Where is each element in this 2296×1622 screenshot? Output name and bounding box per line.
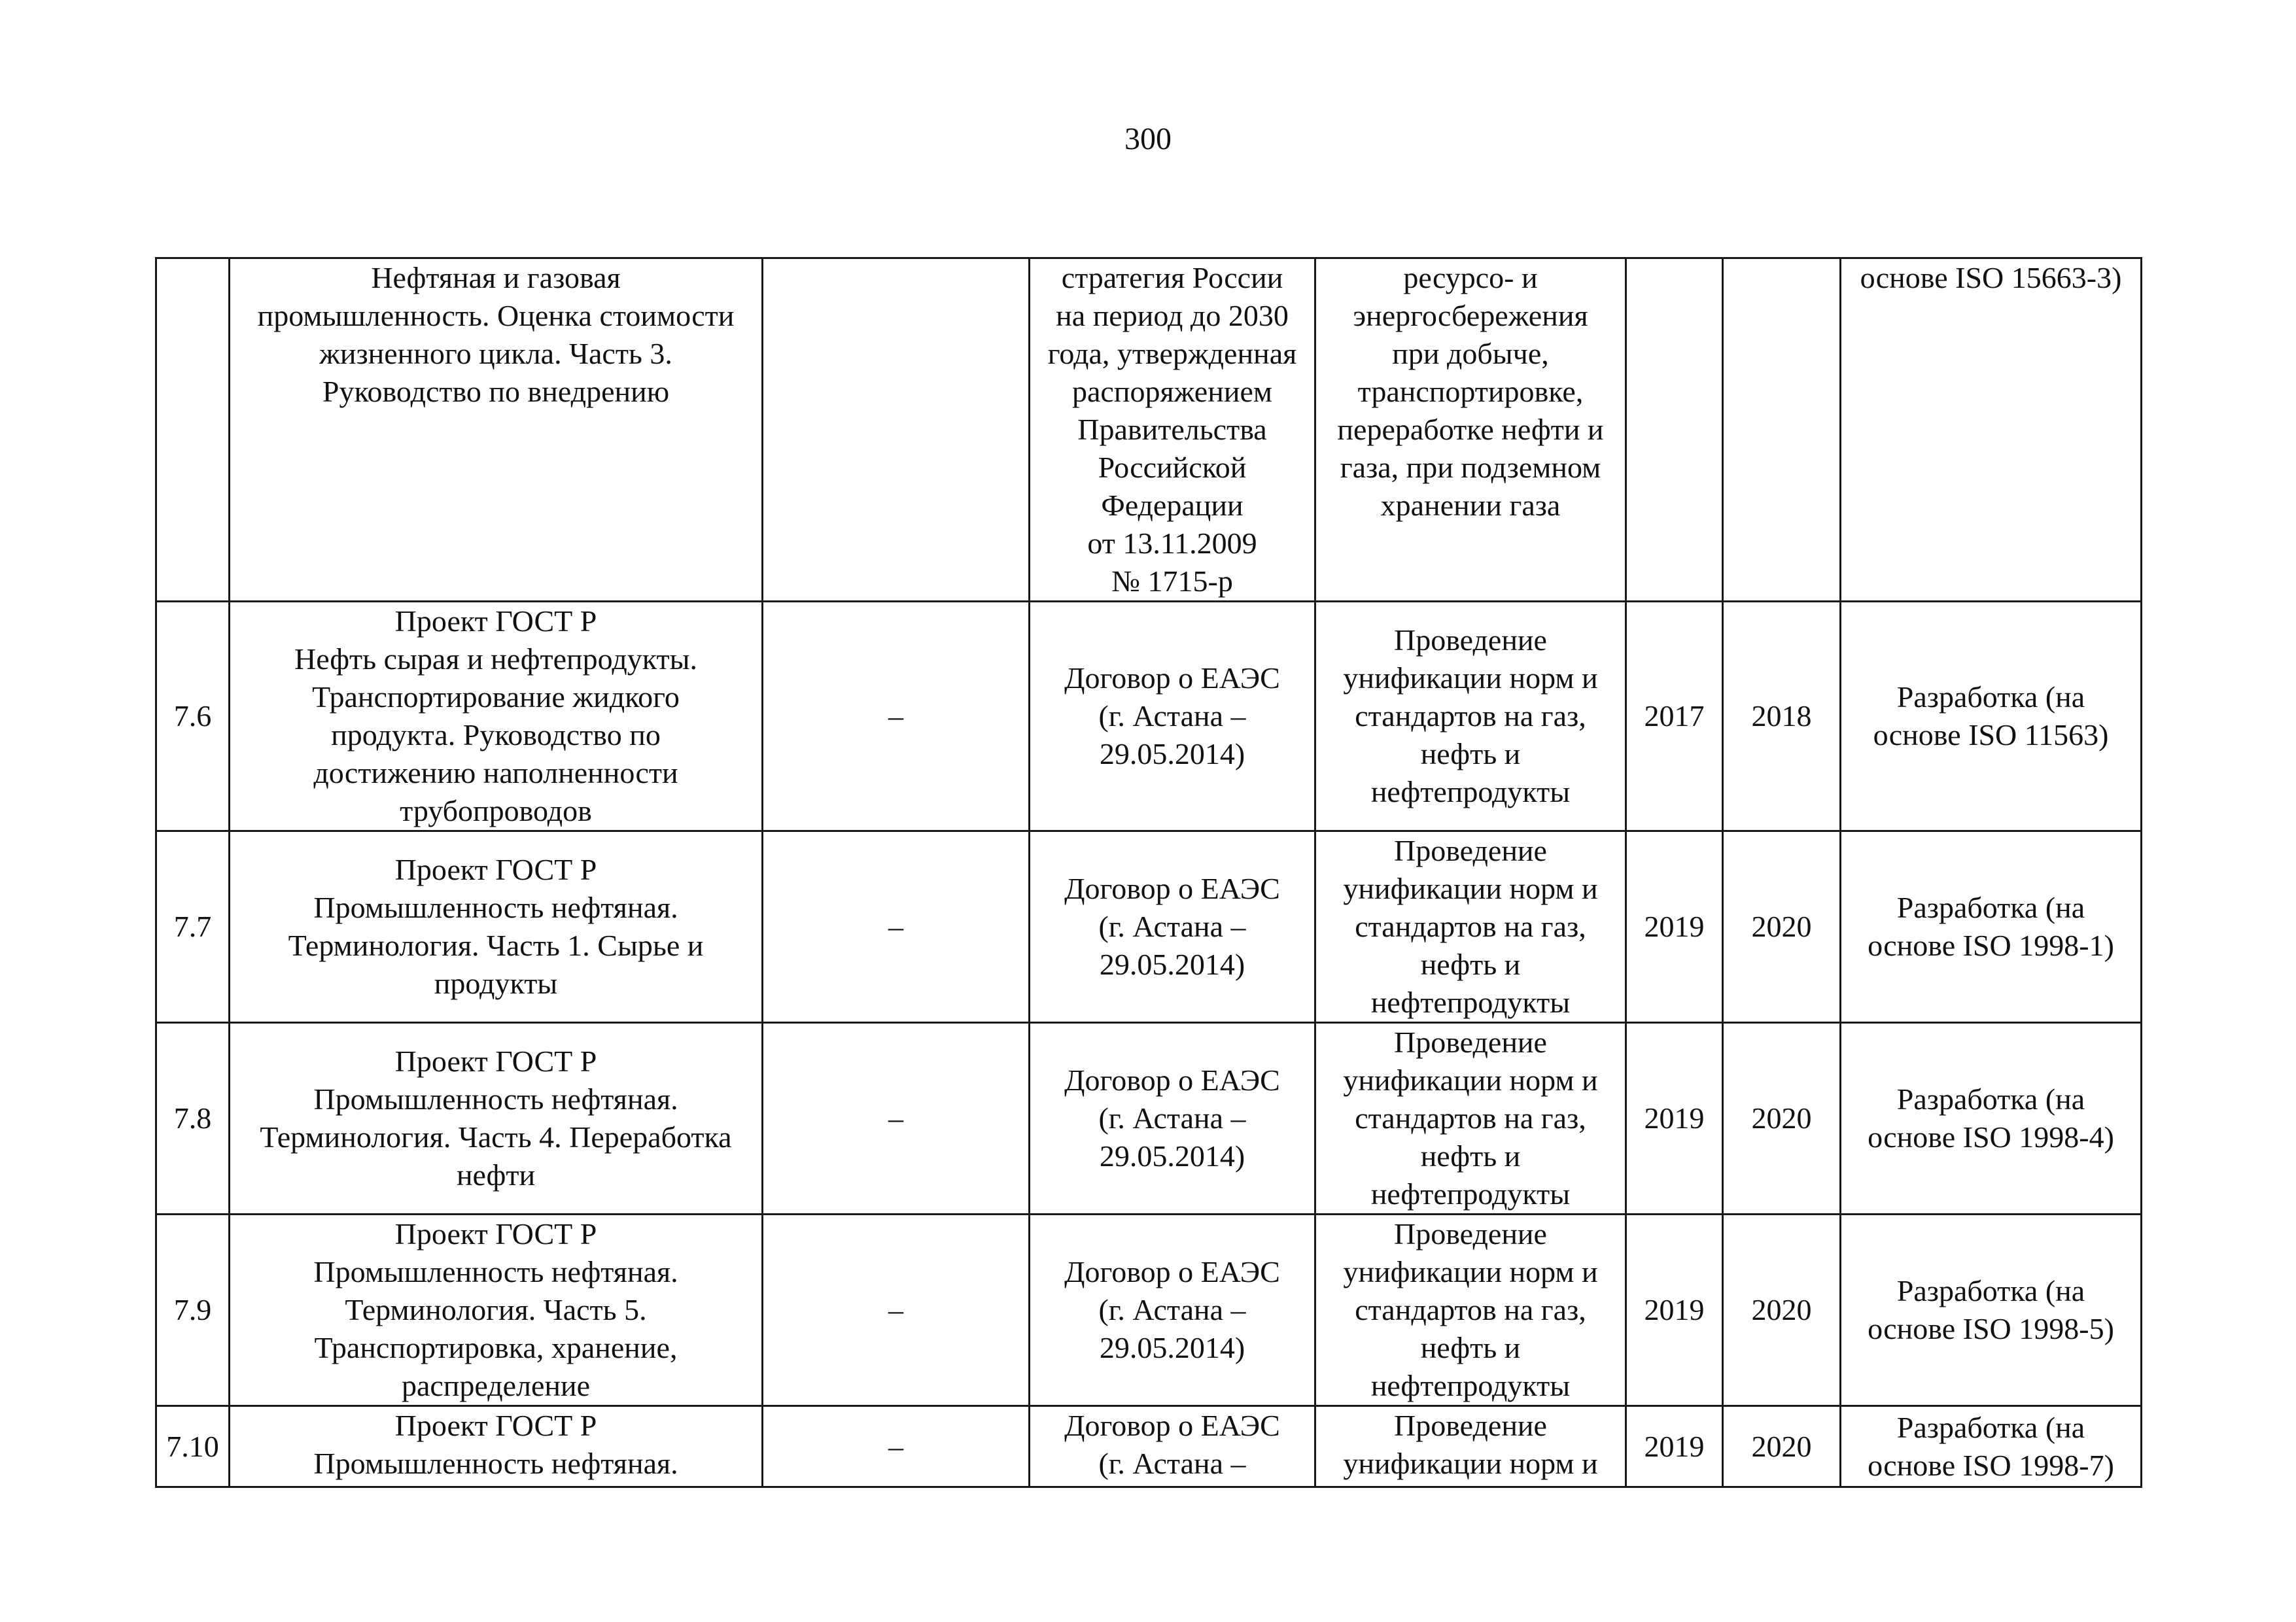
goal-line: стандартов на газ, (1355, 1101, 1586, 1135)
code-cell (763, 831, 1030, 1023)
goal-cell (1315, 602, 1626, 831)
basis-line: 29.05.2014) (1099, 737, 1245, 770)
basis-line: года, утвержденная (1047, 337, 1297, 370)
goal-line: газа, при подземном (1340, 451, 1601, 484)
start-year: 2019 (1644, 1293, 1705, 1326)
goal-line: нефть и (1420, 1139, 1521, 1173)
goal-line: унификации норм и (1343, 1255, 1598, 1288)
goal-line: нефтепродукты (1370, 775, 1571, 808)
basis-cell (1030, 831, 1315, 1023)
goal-line: нефтепродукты (1370, 986, 1571, 1019)
row-number: 7.6 (173, 699, 212, 733)
note-line: Разработка (на (1896, 1410, 2085, 1444)
standards-plan-table (155, 257, 2142, 1488)
basis-line: Договор о ЕАЭС (1064, 872, 1280, 905)
start-year: 2019 (1644, 910, 1705, 943)
end-year-cell (1723, 1406, 1841, 1487)
basis-cell (1030, 1215, 1315, 1406)
basis-cell (1030, 258, 1315, 602)
basis-line: 29.05.2014) (1099, 948, 1245, 981)
title-line: Терминология. Часть 1. Сырье и (288, 929, 704, 962)
note-line: основе ISO 1998-5) (1868, 1312, 2114, 1345)
start-year-cell (1626, 1215, 1723, 1406)
goal-line: нефтепродукты (1370, 1177, 1571, 1211)
title-cell (230, 1215, 763, 1406)
title-line: Проект ГОСТ Р (394, 1044, 597, 1078)
end-year-cell (1723, 831, 1841, 1023)
basis-cell (1030, 1406, 1315, 1487)
note-line: основе ISO 15663-3) (1860, 261, 2122, 294)
row-number: 7.10 (166, 1429, 219, 1463)
basis-line: Российской (1098, 451, 1247, 484)
row-number-cell (156, 258, 230, 602)
code-value: – (888, 910, 903, 943)
note-line: основе ISO 1998-1) (1868, 929, 2114, 962)
basis-line: (г. Астана – (1098, 910, 1246, 943)
goal-line: энергосбережения (1353, 299, 1588, 332)
goal-line: нефть и (1420, 1331, 1521, 1364)
note-cell (1841, 831, 2142, 1023)
start-year-cell (1626, 1406, 1723, 1487)
row-number: 7.8 (173, 1101, 212, 1135)
title-line: продукта. Руководство по (331, 718, 661, 751)
row-number: 7.7 (173, 910, 212, 943)
basis-line: Правительства (1077, 413, 1267, 446)
table-row (156, 831, 2142, 1023)
title-line: распределение (401, 1369, 591, 1402)
code-value: – (888, 1429, 903, 1463)
note-cell (1841, 602, 2142, 831)
goal-line: при добыче, (1392, 337, 1549, 370)
goal-line: стандартов на газ, (1355, 910, 1586, 943)
title-line: Нефть сырая и нефтепродукты. (294, 642, 697, 676)
end-year-cell (1723, 602, 1841, 831)
code-cell (763, 258, 1030, 602)
end-year-cell (1723, 258, 1841, 602)
title-line: Промышленность нефтяная. (313, 1082, 678, 1116)
table-row (156, 1215, 2142, 1406)
code-cell (763, 602, 1030, 831)
goal-line: хранении газа (1380, 489, 1561, 522)
title-cell (230, 258, 763, 602)
basis-cell (1030, 1023, 1315, 1215)
goal-line: Проведение (1394, 834, 1547, 867)
title-line: Проект ГОСТ Р (394, 1409, 597, 1442)
goal-line: унификации норм и (1343, 661, 1598, 695)
goal-line: нефтепродукты (1370, 1369, 1571, 1402)
title-line: продукты (434, 967, 558, 1000)
note-line: основе ISO 11563) (1873, 718, 2109, 751)
title-line: Проект ГОСТ Р (394, 853, 597, 886)
title-line: трубопроводов (400, 794, 592, 827)
note-line: основе ISO 1998-7) (1868, 1448, 2114, 1482)
basis-cell (1030, 602, 1315, 831)
goal-line: унификации норм и (1343, 1447, 1598, 1480)
basis-line: стратегия России (1061, 261, 1283, 294)
note-cell (1841, 1023, 2142, 1215)
note-cell (1841, 258, 2142, 602)
note-line: Разработка (на (1896, 891, 2085, 924)
table-row (156, 1023, 2142, 1215)
page-number: 300 (1124, 122, 1172, 156)
title-cell (230, 1406, 763, 1487)
basis-line: (г. Астана – (1098, 1447, 1246, 1480)
title-cell (230, 602, 763, 831)
end-year: 2020 (1751, 1101, 1812, 1135)
basis-line: (г. Астана – (1098, 699, 1246, 733)
title-line: Руководство по внедрению (322, 375, 670, 408)
row-number-cell (156, 1406, 230, 1487)
goal-line: нефть и (1420, 948, 1521, 981)
end-year-cell (1723, 1023, 1841, 1215)
row-number-cell (156, 1215, 230, 1406)
goal-cell (1315, 1023, 1626, 1215)
note-line: Разработка (на (1896, 1082, 2085, 1116)
end-year-cell (1723, 1215, 1841, 1406)
title-line: промышленность. Оценка стоимости (257, 299, 735, 332)
table-row (156, 602, 2142, 831)
goal-line: Проведение (1394, 623, 1547, 657)
goal-line: транспортировке, (1357, 375, 1584, 408)
goal-cell (1315, 258, 1626, 602)
title-line: Транспортировка, хранение, (314, 1331, 678, 1364)
note-line: Разработка (на (1896, 680, 2085, 714)
goal-cell (1315, 831, 1626, 1023)
title-line: Промышленность нефтяная. (313, 1255, 678, 1288)
goal-line: унификации норм и (1343, 872, 1598, 905)
row-number-cell (156, 831, 230, 1023)
note-cell (1841, 1215, 2142, 1406)
row-number: 7.9 (173, 1293, 212, 1326)
code-value: – (888, 1293, 903, 1326)
basis-line: 29.05.2014) (1099, 1331, 1245, 1364)
start-year: 2019 (1644, 1429, 1705, 1463)
title-line: достижению наполненности (313, 756, 678, 789)
end-year: 2018 (1751, 699, 1812, 733)
title-line: Терминология. Часть 4. Переработка (260, 1120, 732, 1154)
code-value: – (888, 699, 903, 733)
title-line: Промышленность нефтяная. (313, 1447, 678, 1480)
title-line: Транспортирование жидкого (312, 680, 680, 714)
title-line: жизненного цикла. Часть 3. (319, 337, 672, 370)
title-line: Нефтяная и газовая (371, 261, 621, 294)
goal-cell (1315, 1406, 1626, 1487)
note-line: Разработка (на (1896, 1274, 2085, 1307)
start-year-cell (1626, 831, 1723, 1023)
title-line: Промышленность нефтяная. (313, 891, 678, 924)
start-year-cell (1626, 602, 1723, 831)
goal-line: Проведение (1394, 1026, 1547, 1059)
end-year: 2020 (1751, 910, 1812, 943)
end-year: 2020 (1751, 1293, 1812, 1326)
code-cell (763, 1215, 1030, 1406)
basis-line: (г. Астана – (1098, 1101, 1246, 1135)
goal-line: стандартов на газ, (1355, 699, 1586, 733)
code-value: – (888, 1101, 903, 1135)
basis-line: на период до 2030 (1056, 299, 1289, 332)
code-cell (763, 1406, 1030, 1487)
code-cell (763, 1023, 1030, 1215)
goal-cell (1315, 1215, 1626, 1406)
start-year-cell (1626, 258, 1723, 602)
goal-line: Проведение (1394, 1217, 1547, 1251)
start-year: 2017 (1644, 699, 1705, 733)
title-cell (230, 831, 763, 1023)
basis-line: Договор о ЕАЭС (1064, 661, 1280, 695)
table-row-partial (156, 1406, 2142, 1487)
title-line: Проект ГОСТ Р (394, 1217, 597, 1251)
row-number-cell (156, 602, 230, 831)
title-line: Терминология. Часть 5. (345, 1293, 647, 1326)
basis-line: № 1715-р (1111, 564, 1233, 598)
basis-line: Федерации (1101, 489, 1244, 522)
start-year-cell (1626, 1023, 1723, 1215)
basis-line: 29.05.2014) (1099, 1139, 1245, 1173)
start-year: 2019 (1644, 1101, 1705, 1135)
title-cell (230, 1023, 763, 1215)
goal-line: стандартов на газ, (1355, 1293, 1586, 1326)
goal-line: Проведение (1394, 1409, 1547, 1442)
note-line: основе ISO 1998-4) (1868, 1120, 2114, 1154)
note-cell (1841, 1406, 2142, 1487)
goal-line: ресурсо- и (1403, 261, 1538, 294)
row-number-cell (156, 1023, 230, 1215)
basis-line: Договор о ЕАЭС (1064, 1255, 1280, 1288)
table-row-continued (156, 258, 2142, 602)
title-line: нефти (456, 1158, 536, 1192)
end-year: 2020 (1751, 1429, 1812, 1463)
basis-line: от 13.11.2009 (1087, 526, 1257, 560)
basis-line: (г. Астана – (1098, 1293, 1246, 1326)
basis-line: Договор о ЕАЭС (1064, 1063, 1280, 1097)
goal-line: унификации норм и (1343, 1063, 1598, 1097)
basis-line: распоряжением (1072, 375, 1272, 408)
goal-line: нефть и (1420, 737, 1521, 770)
basis-line: Договор о ЕАЭС (1064, 1409, 1280, 1442)
title-line: Проект ГОСТ Р (394, 604, 597, 638)
goal-line: переработке нефти и (1337, 413, 1604, 446)
